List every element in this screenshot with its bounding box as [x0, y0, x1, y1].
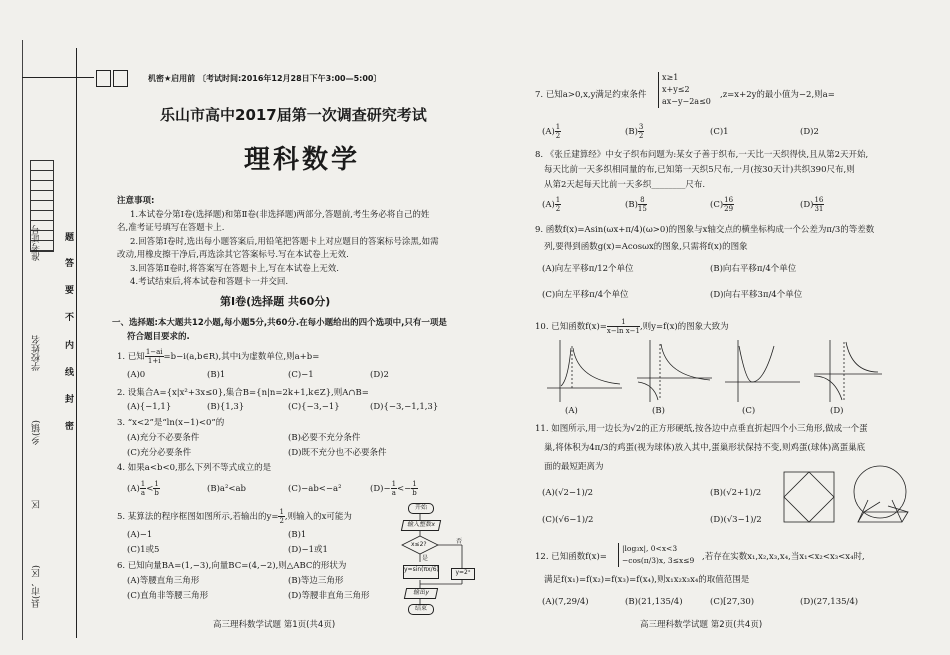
notice-line: 2.回答第Ⅰ卷时,选出每小题答案后,用铅笔把答题卡上对应题目的答案标号涂黑,如需	[130, 237, 439, 247]
question-12: 12. 已知函数f(x)=	[535, 552, 607, 562]
egg-nest-figure	[778, 462, 918, 537]
option-11d: (D)(√3−1)/2	[710, 515, 762, 525]
option-3c: (C)充分必要条件	[127, 448, 192, 458]
flow-yes-label: 是	[422, 555, 429, 562]
option-9d: (D)向右平移3π/4个单位	[710, 290, 803, 300]
seal-word: 密	[63, 421, 73, 430]
section-1-heading: 第Ⅰ卷(选择题 共60分)	[220, 295, 331, 308]
flow-assign-pow: y=2ˣ	[451, 568, 475, 580]
instruction-line: 一、选择题:本大题共12小题,每小题5分,共60分.在每小题给出的四个选项中,只有一项是	[112, 318, 447, 328]
option-12b: (B)(21,135/4)	[625, 597, 683, 607]
flow-assign-sin: y=sin(πx/6)	[403, 565, 439, 579]
notice-line: 3.回答第Ⅱ卷时,将答案写在答题卡上,写在本试卷上无效.	[130, 264, 339, 274]
option-1a: (A)0	[127, 370, 146, 380]
option-6d: (D)等腰非直角三角形	[288, 591, 370, 601]
header-note: 机密★启用前 〔考试时间:2016年12月28日下午3:00—5:00〕	[148, 74, 382, 83]
option-4d: (D)− $\frac{1}{a}$ <− $\frac{1}{b}$	[370, 480, 417, 497]
notice-line: 名,准考证号填写在答题卡上.	[117, 223, 225, 233]
seal-word: 不	[63, 312, 73, 321]
function-graphs	[542, 336, 882, 408]
question-12-condition: ,若存在实数x₁,x₂,x₃,x₄,当x₁<x₂<x₃<x₄时,	[702, 552, 865, 562]
option-8b: (B) $\frac{8}{15}$	[625, 196, 647, 213]
option-11b: (B)(√2+1)/2	[710, 488, 762, 498]
q7-objective: ,z=x+2y的最小值为−2,则a=	[720, 90, 835, 100]
option-4a: (A) $\frac{1}{a}$ < $\frac{1}{b}$	[127, 480, 159, 497]
question-3: 3. “x<2”是“ln(x−1)<0”的	[117, 418, 225, 428]
option-12a: (A)(7,29/4)	[542, 597, 589, 607]
flow-input: 输入整数x	[401, 520, 441, 531]
question-11-line: 面的最短距离为	[544, 462, 604, 472]
question-8-line: 每天比前一天多织相同量的布,已知第一天织5尺布,一月(按30天计)共织390尺布,则	[544, 165, 855, 175]
question-7: 7. 已知a>0,x,y满足约束条件	[535, 90, 647, 100]
option-11a: (A)(√2−1)/2	[542, 488, 594, 498]
option-12d: (D)(27,135/4)	[800, 597, 859, 607]
seal-word: 要	[63, 285, 73, 294]
notice-line: 改动,用橡皮擦干净后,再选涂其它答案标号.写在本试卷上无效.	[117, 250, 349, 260]
question-1: 1. 已知 $\frac{1-ai}{1+i}$ =b−i(a,b∈R),其中i为虚数单位,则a+b=	[117, 348, 320, 365]
seal-line	[76, 48, 77, 638]
question-11-line: 巢,将体积为4π/3的鸡蛋(视为球体)放入其中,蛋巢形状保持不变,则鸡蛋(球体)离蛋巢底	[544, 443, 866, 453]
option-2c: (C){−3,−1}	[288, 402, 340, 412]
option-11c: (C)(√6−1)/2	[542, 515, 594, 525]
question-12-line: 满足f(x₁)=f(x₂)=f(x₃)=f(x₄),则x₁x₂x₃x₄的取值范围是	[544, 575, 750, 585]
option-2d: (D){−3,−1,1,3}	[370, 402, 439, 412]
question-10: 10. 已知函数f(x)= $\frac{1}{\text{x−ln x−1}}$ ,则y=f(x)的图象大致为	[535, 318, 729, 335]
option-8c: (C) $\frac{16}{29}$	[710, 196, 734, 213]
graph-label-b: (B)	[652, 406, 665, 416]
notice-line: 1.本试卷分第Ⅰ卷(选择题)和第Ⅱ卷(非选择题)两部分,答题前,考生务必将自己的姓	[130, 210, 430, 220]
option-7b: (B) $\frac{3}{2}$	[625, 123, 644, 140]
checkbox-square-2	[113, 70, 128, 87]
right-page	[480, 0, 950, 655]
binding-pointer	[22, 77, 94, 78]
option-4c: (C)−ab<−a²	[288, 484, 342, 494]
question-6: 6. 已知向量BA=(1,−3),向量BC=(4,−2),则△ABC的形状为	[117, 561, 347, 571]
page-footer-2: 高三理科数学试题 第2页(共4页)	[640, 620, 763, 630]
option-1c: (C)−1	[288, 370, 314, 380]
option-5c: (C)1或5	[127, 545, 160, 555]
label-town: 乡(镇)	[32, 420, 42, 446]
seal-word: 答	[63, 258, 73, 267]
option-5b: (B)1	[288, 530, 307, 540]
option-9b: (B)向右平移π/4个单位	[710, 264, 797, 274]
flowchart-lines	[390, 500, 480, 620]
seal-word: 线	[63, 367, 73, 376]
label-district: 区	[32, 500, 42, 509]
option-5a: (A)−1	[127, 530, 153, 540]
question-8-line: 从第2天起每天比前一天多织________尺布.	[544, 180, 706, 190]
question-11: 11. 如图所示,用一边长为√2的正方形硬纸,按各边中点垂直折起四个小三角形,做成一个蛋	[535, 424, 868, 434]
checkbox-square-1	[96, 70, 111, 87]
option-8a: (A) $\frac{1}{2}$	[542, 196, 561, 213]
option-6c: (C)直角非等腰三角形	[127, 591, 209, 601]
flow-no-label: 否	[456, 538, 463, 545]
flow-start: 开始	[408, 503, 434, 514]
graph-label-d: (D)	[830, 406, 844, 416]
option-9c: (C)向左平移π/4个单位	[542, 290, 629, 300]
option-7a: (A) $\frac{1}{2}$	[542, 123, 561, 140]
seal-word: 内	[63, 340, 73, 349]
option-3a: (A)充分不必要条件	[127, 433, 200, 443]
q12-piecewise: |log₃x|, 0<x<3 −cos(π/3)x, 3≤x≤9	[618, 543, 694, 567]
subject-title: 理科数学	[244, 145, 361, 175]
page-footer-1: 高三理科数学试题 第1页(共4页)	[213, 620, 336, 630]
instruction-line: 符合题目要求的.	[127, 332, 190, 342]
label-exam-number: 准考证号	[32, 225, 42, 261]
question-9: 9. 函数f(x)=Asin(ωx+π/4)(ω>0)的图象与x轴交点的横坐标构成一个公差为π/3的等差数	[535, 225, 875, 235]
question-4: 4. 如果a<b<0,那么下列不等式成立的是	[117, 463, 272, 473]
label-county: 县(市、区)	[32, 565, 42, 609]
q7-constraints: x≥1 x+y≤2 ax−y−2a≤0	[658, 72, 711, 108]
question-5: 5. 某算法的程序框图如图所示,若输出的y= $\frac{1}{2}$ ,则输入的x可能为	[117, 508, 352, 525]
option-8d: (D) $\frac{16}{31}$	[800, 196, 824, 213]
option-7d: (D)2	[800, 127, 819, 137]
graph-label-a: (A)	[565, 406, 578, 416]
flow-condition: x≤2?	[411, 541, 427, 548]
option-9a: (A)向左平移π/12个单位	[542, 264, 634, 274]
binding-margin-line	[22, 40, 23, 640]
option-1b: (B)1	[207, 370, 226, 380]
option-1d: (D)2	[370, 370, 389, 380]
graph-label-c: (C)	[742, 406, 756, 416]
option-6a: (A)等腰直角三角形	[127, 576, 200, 586]
option-2a: (A){−1,1}	[127, 402, 172, 412]
label-school-name: 学校姓名	[32, 335, 42, 371]
seal-word: 封	[63, 394, 73, 403]
option-3b: (B)必要不充分条件	[288, 433, 361, 443]
option-12c: (C)[27,30)	[710, 597, 755, 607]
question-2: 2. 设集合A={x|x²+3x≤0},集合B={n|n=2k+1,k∈Z},则A∩B=	[117, 388, 369, 398]
option-6b: (B)等边三角形	[288, 576, 344, 586]
option-5d: (D)−1或1	[288, 545, 328, 555]
flow-end: 结束	[408, 604, 434, 615]
option-3d: (D)既不充分也不必要条件	[288, 448, 387, 458]
option-7c: (C)1	[710, 127, 729, 137]
question-8: 8. 《张丘建算经》中女子织布问题为:某女子善于织布,一天比一天织得快,且从第2天开始,	[535, 150, 869, 160]
notice-line: 4.考试结束后,将本试卷和答题卡一并交回.	[130, 277, 289, 287]
option-2b: (B){1,3}	[207, 402, 245, 412]
notice-title: 注意事项:	[117, 196, 155, 206]
option-4b: (B)a²<ab	[207, 484, 246, 494]
exam-title: 乐山市高中2017届第一次调查研究考试	[160, 106, 427, 124]
flow-output: 输出y	[404, 588, 438, 599]
seal-word: 题	[63, 232, 73, 241]
question-9-line: 列,要得到函数g(x)=Acosωx的图象,只需将f(x)的图象	[544, 242, 748, 252]
